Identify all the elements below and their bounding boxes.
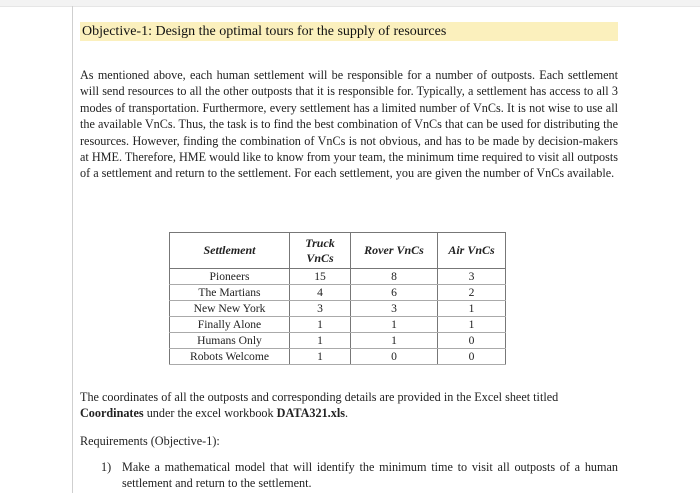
cell-rover: 1 [351, 317, 438, 333]
cell-air: 3 [438, 269, 506, 285]
cell-air: 2 [438, 285, 506, 301]
table-row [170, 301, 506, 317]
objective-heading: Objective-1: Design the optimal tours for the supply of resources [80, 22, 618, 41]
coordinates-text-before: The coordinates of all the outposts and corresponding details are provided in the Excel sheet titled [80, 390, 559, 404]
table-header-row [170, 233, 506, 269]
cell-air: 0 [438, 349, 506, 365]
header-truck-vncs [290, 233, 351, 269]
cell-settlement: Robots Welcome [170, 349, 290, 365]
cell-truck: 1 [290, 317, 351, 333]
page-left-edge [72, 6, 73, 493]
cell-truck: 1 [290, 349, 351, 365]
cell-settlement: Pioneers [170, 269, 290, 285]
cell-air: 1 [438, 317, 506, 333]
table-row [170, 269, 506, 285]
cell-rover: 3 [351, 301, 438, 317]
cell-air: 1 [438, 301, 506, 317]
cell-rover: 8 [351, 269, 438, 285]
requirement-number: 1) [101, 460, 112, 474]
cell-settlement: Finally Alone [170, 317, 290, 333]
cell-rover: 0 [351, 349, 438, 365]
cell-truck: 3 [290, 301, 351, 317]
table-row [170, 285, 506, 301]
cell-truck: 4 [290, 285, 351, 301]
coordinates-paragraph [80, 389, 618, 421]
table-row [170, 333, 506, 349]
cell-truck: 15 [290, 269, 351, 285]
top-edge [0, 0, 700, 7]
coordinates-text-middle: under the excel workbook [143, 406, 277, 420]
workbook-name: DATA321.xls [276, 406, 345, 420]
header-air-vncs: Air VnCs [438, 233, 506, 269]
coordinates-text-after: . [344, 406, 348, 420]
header-settlement: Settlement [170, 233, 290, 269]
header-truck-vncs-text: Truck VnCs [305, 235, 335, 265]
requirements-label: Requirements (Objective-1): [80, 434, 220, 448]
cell-settlement: The Martians [170, 285, 290, 301]
sheet-name: Coordinates [80, 406, 144, 420]
table-row [170, 317, 506, 333]
cell-settlement: New New York [170, 301, 290, 317]
cell-settlement: Humans Only [170, 333, 290, 349]
cell-rover: 1 [351, 333, 438, 349]
header-rover-vncs: Rover VnCs [351, 233, 438, 269]
cell-truck: 1 [290, 333, 351, 349]
requirement-text: Make a mathematical model that will identify the minimum time to visit all outposts of a human settlement and return to the settlement. [122, 460, 618, 490]
vnc-table [169, 232, 506, 365]
cell-air: 0 [438, 333, 506, 349]
intro-paragraph: As mentioned above, each human settlement will be responsible for a number of outposts. Each settlement will send resources to all the other outposts that it is responsible for. Typically, a settlement has access to all 3 modes of transportation. Furthermore, every settlement has a limited number of VnCs. It is not wise to use all the available VnCs. Thus, the task is to find the best combination of VnCs that can be used for distributing the resources. However, finding the combination of VnCs is not obvious, and has to be made by decision-makers at HME. Therefore, HME would like to know from your team, the minimum time required to visit all outposts of a settlement and return to the settlement. For each settlement, you are given the number of VnCs available. [80, 68, 618, 181]
cell-rover: 6 [351, 285, 438, 301]
table-row [170, 349, 506, 365]
